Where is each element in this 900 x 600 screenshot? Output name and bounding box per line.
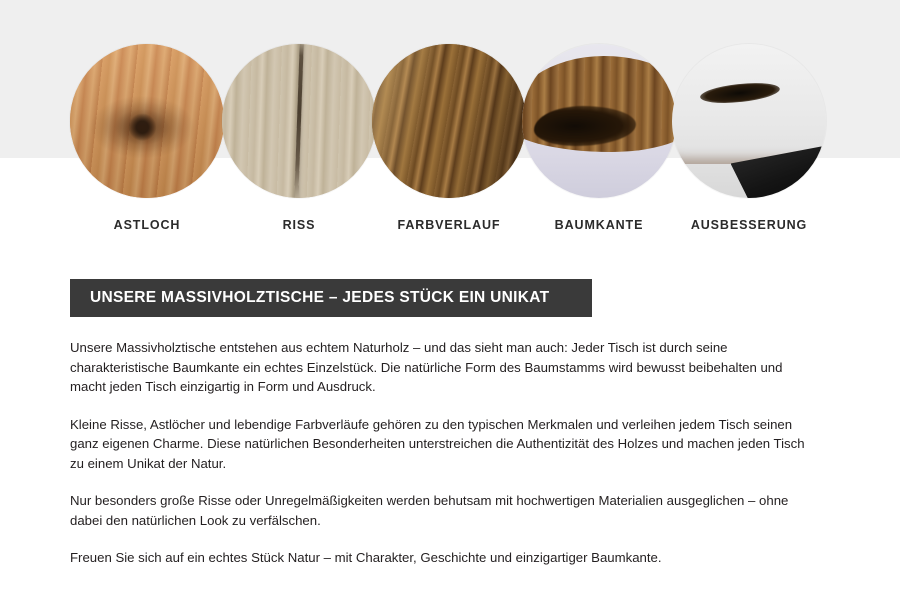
wood-crack-swatch-icon	[222, 44, 376, 198]
wood-knot-swatch-icon	[70, 44, 224, 198]
page-title: UNSERE MASSIVHOLZTISCHE – JEDES STÜCK EIN UNIKAT	[90, 289, 550, 306]
wood-feature-gallery	[0, 0, 900, 248]
gallery-item-label: FARBVERLAUF	[397, 218, 501, 232]
paragraph-3: Nur besonders große Risse oder Unregelmäßigkeiten werden behutsam mit hochwertigen Materialien ausgeglichen – ohne dabei den natürlichen Look zu verfälschen.	[70, 493, 789, 528]
gallery-item-label: ASTLOCH	[113, 218, 181, 232]
gallery-item-astloch[interactable]	[70, 44, 224, 232]
wood-repair-swatch-icon	[672, 44, 826, 198]
body-copy	[70, 338, 822, 568]
gallery-item-baumkante[interactable]	[522, 44, 676, 232]
section-heading-bar	[70, 279, 592, 317]
live-edge-swatch-icon	[522, 44, 676, 198]
gallery-item-farbverlauf[interactable]	[372, 44, 526, 232]
gallery-item-label: BAUMKANTE	[554, 218, 644, 232]
gallery-item-label: AUSBESSERUNG	[690, 218, 808, 232]
paragraph-4: Freuen Sie sich auf ein echtes Stück Natur – mit Charakter, Geschichte und einzigartiger Baumkante.	[70, 550, 662, 565]
gallery-item-ausbesserung[interactable]	[672, 44, 826, 232]
gallery-item-label: RISS	[282, 218, 316, 232]
paragraph-1: Unsere Massivholztische entstehen aus echtem Naturholz – und das sieht man auch: Jeder Tisch ist durch seine charakteristische Baumkante ein echtes Einzelstück. Die natürliche Form des Baumstamms wird bewusst beibehalten und macht jeden Tisch einzigartig in Form und Ausdruck.	[70, 340, 783, 394]
gallery-item-riss[interactable]	[222, 44, 376, 232]
wood-color-gradient-swatch-icon	[372, 44, 526, 198]
paragraph-2: Kleine Risse, Astlöcher und lebendige Farbverläufe gehören zu den typischen Merkmalen und verleihen jedem Tisch seinen ganz eigenen Charme. Diese natürlichen Besonderheiten unterstreichen die Authentizität des Holzes und machen jeden Tisch zu einem Unikat der Natur.	[70, 416, 805, 471]
